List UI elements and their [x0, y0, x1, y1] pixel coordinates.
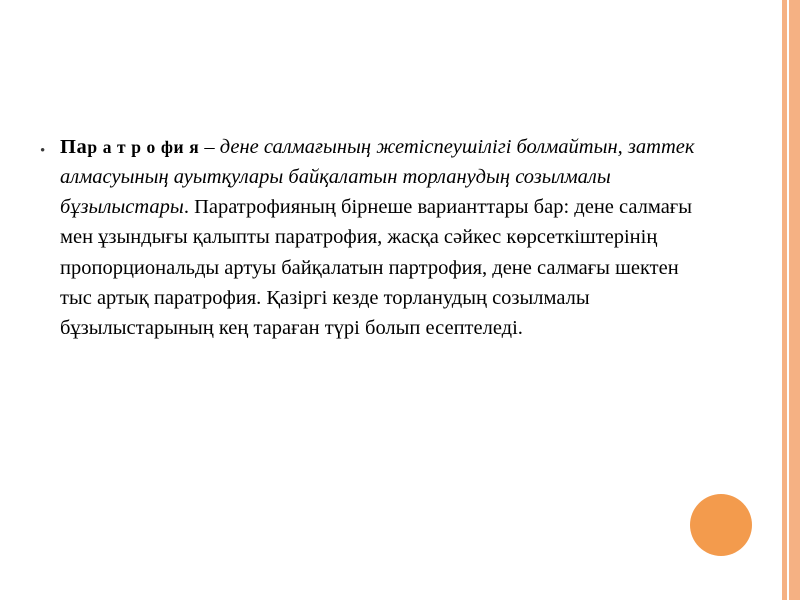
bullet-list-item	[40, 132, 700, 343]
right-accent-bar-stripe	[787, 0, 789, 600]
term-rest: р а т р о фи я	[87, 137, 200, 157]
definition-italic: дене салмағының жетіспеушілігі болмайтын, заттек алмасуының ауытқулары байқалатын торланудың созылмалы бұзылыстары	[60, 136, 695, 219]
decorative-circle	[690, 494, 752, 556]
right-accent-bar	[782, 0, 800, 600]
term-lead: Па	[60, 136, 88, 158]
slide-content	[40, 132, 700, 343]
term-dash: –	[199, 136, 220, 158]
paragraph-text	[60, 132, 700, 343]
definition-body: . Паратрофияның бірнеше варианттары бар: дене салмағы мен ұзындығы қалыпты паратрофия, жасқа сәйкес көрсеткіштерінің пропорциональды артуы байқалатын партрофия, дене салмағы шектен тыс артық паратрофия. Қазіргі кезде торланудың созылмалы бұзылыстарының кең тараған түрі болып есептеледі.	[60, 196, 692, 339]
bullet-marker-icon: •	[40, 143, 46, 159]
